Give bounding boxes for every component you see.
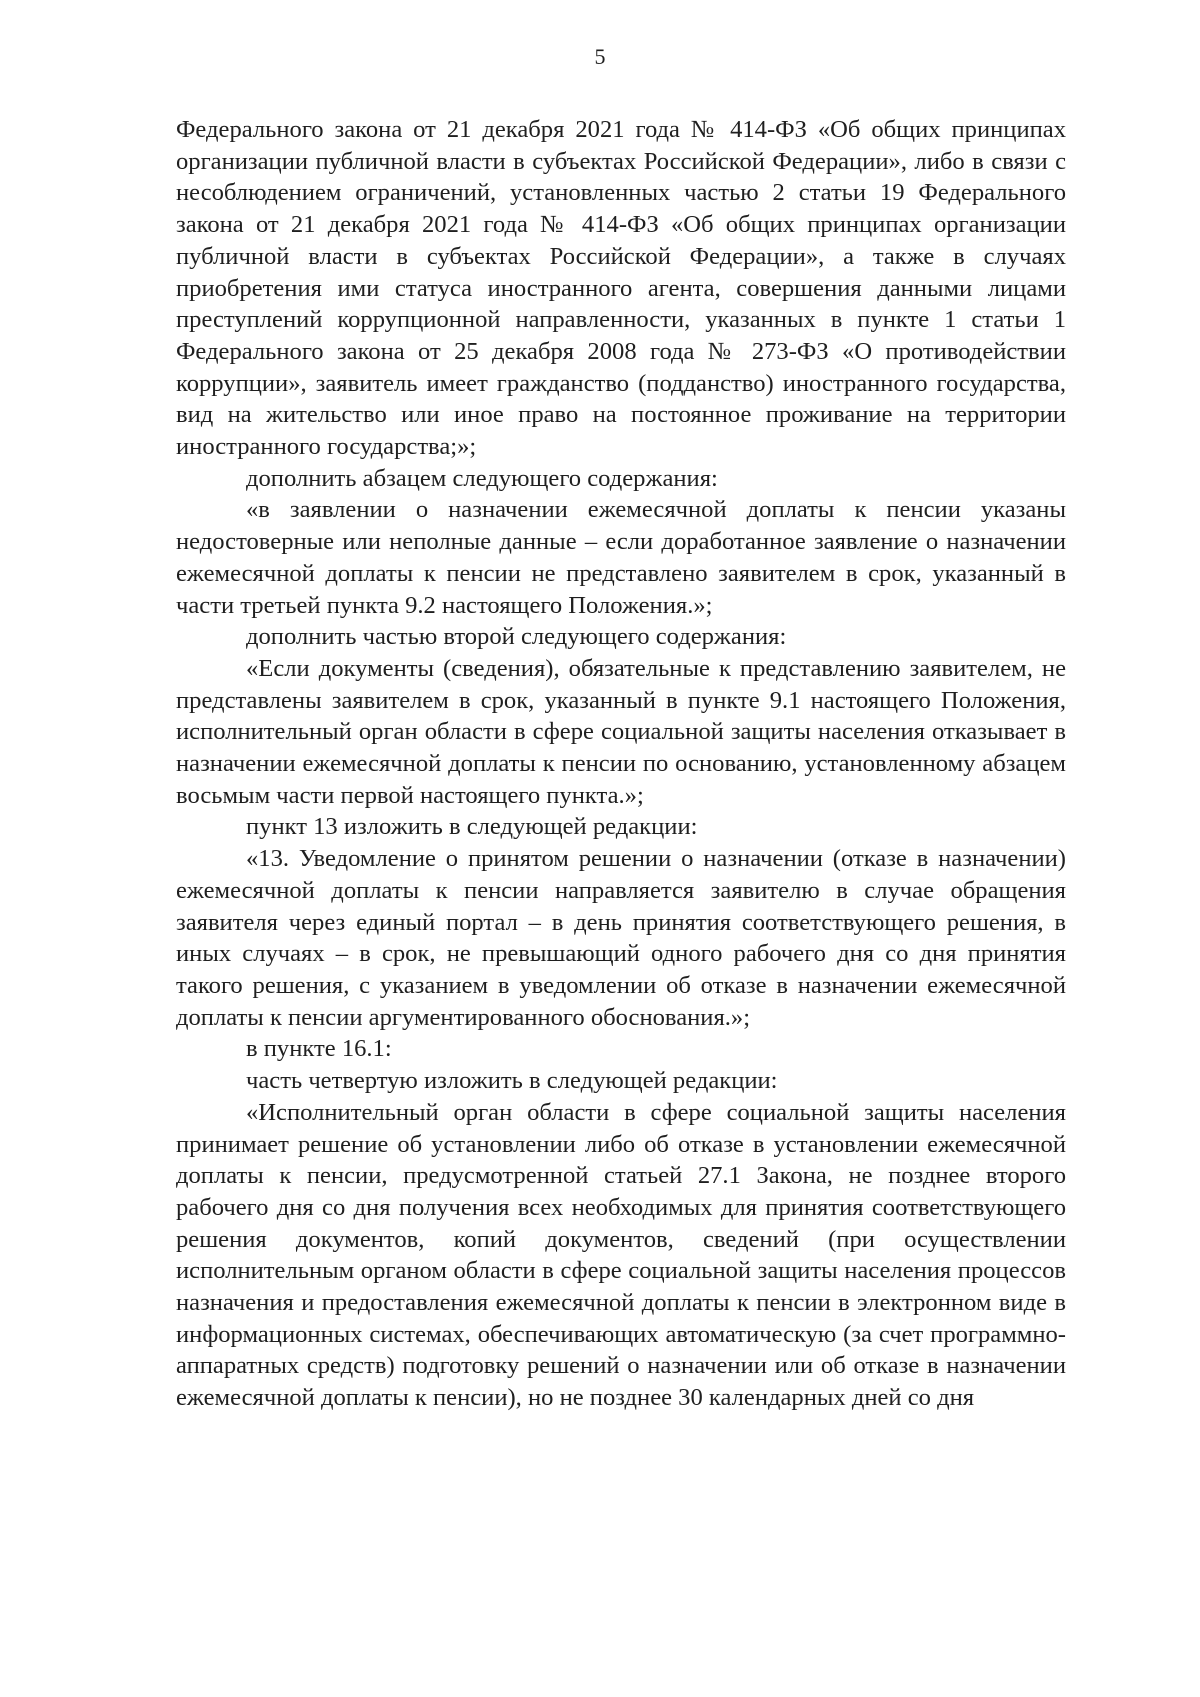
document-body xyxy=(176,114,1066,1414)
paragraph: «Исполнительный орган области в сфере социальной защиты населения принимает решение об установлении либо об отказе в установлении ежемесячной доплаты к пенсии, предусмотренной статьей 27.1 Закона, не позднее второго рабочего дня со дня получения всех необходимых для принятия соответствующего решения документов, копий документов, сведений (при осуществлении исполнительным органом области в сфере социальной защиты населения процессов назначения и предоставления ежемесячной доплаты к пенсии в электронном виде в информационных системах, обеспечивающих автоматическую (за счет программно-аппаратных средств) подготовку решений о назначении или об отказе в назначении ежемесячной доплаты к пенсии), но не позднее 30 календарных дней со дня xyxy=(176,1098,1066,1412)
paragraph: пункт 13 изложить в следующей редакции: xyxy=(246,813,698,841)
paragraph: часть четвертую изложить в следующей редакции: xyxy=(246,1067,778,1095)
paragraph: «13. Уведомление о принятом решении о назначении (отказе в назначении) ежемесячной доплаты к пенсии направляется заявителю в случае обращения заявителя через единый портал – в день принятия соответствующего решения, в иных случаях – в срок, не превышающий одного рабочего дня со дня принятия такого решения, с указанием в уведомлении об отказе в назначении ежемесячной доплаты к пенсии аргументированного обоснования.»; xyxy=(176,845,1066,1031)
paragraph: дополнить абзацем следующего содержания: xyxy=(246,464,718,492)
paragraph: «Если документы (сведения), обязательные к представлению заявителем, не представлены заявителем в срок, указанный в пункте 9.1 настоящего Положения, исполнительный орган области в сфере социальной защиты населения отказывает в назначении ежемесячной доплаты к пенсии по основанию, установленному абзацем восьмым части первой настоящего пункта.»; xyxy=(176,654,1066,809)
page-number: 5 xyxy=(594,44,606,69)
paragraph: в пункте 16.1: xyxy=(246,1035,392,1063)
paragraph-continuation: Федерального закона от 21 декабря 2021 года № 414-ФЗ «Об общих принципах организации публичной власти в субъектах Российской Федерации», либо в связи с несоблюдением ограничений, установленных частью 2 статьи 19 Федерального закона от 21 декабря 2021 года № 414-ФЗ «Об общих принципах организации публичной власти в субъектах Российской Федерации», а также в случаях приобретения ими статуса иностранного агента, совершения данными лицами преступлений коррупционной направленности, указанных в пункте 1 статьи 1 Федерального закона от 25 декабря 2008 года № 273-ФЗ «О противодействии коррупции», заявитель имеет гражданство (подданство) иностранного государства, вид на жительство или иное право на постоянное проживание на территории иностранного государства;»; xyxy=(176,116,1066,461)
paragraph: дополнить частью второй следующего содержания: xyxy=(246,623,787,651)
paragraph: «в заявлении о назначении ежемесячной доплаты к пенсии указаны недостоверные или неполные данные – если доработанное заявление о назначении ежемесячной доплаты к пенсии не представлено заявителем в срок, указанный в части третьей пункта 9.2 настоящего Положения.»; xyxy=(176,496,1066,619)
